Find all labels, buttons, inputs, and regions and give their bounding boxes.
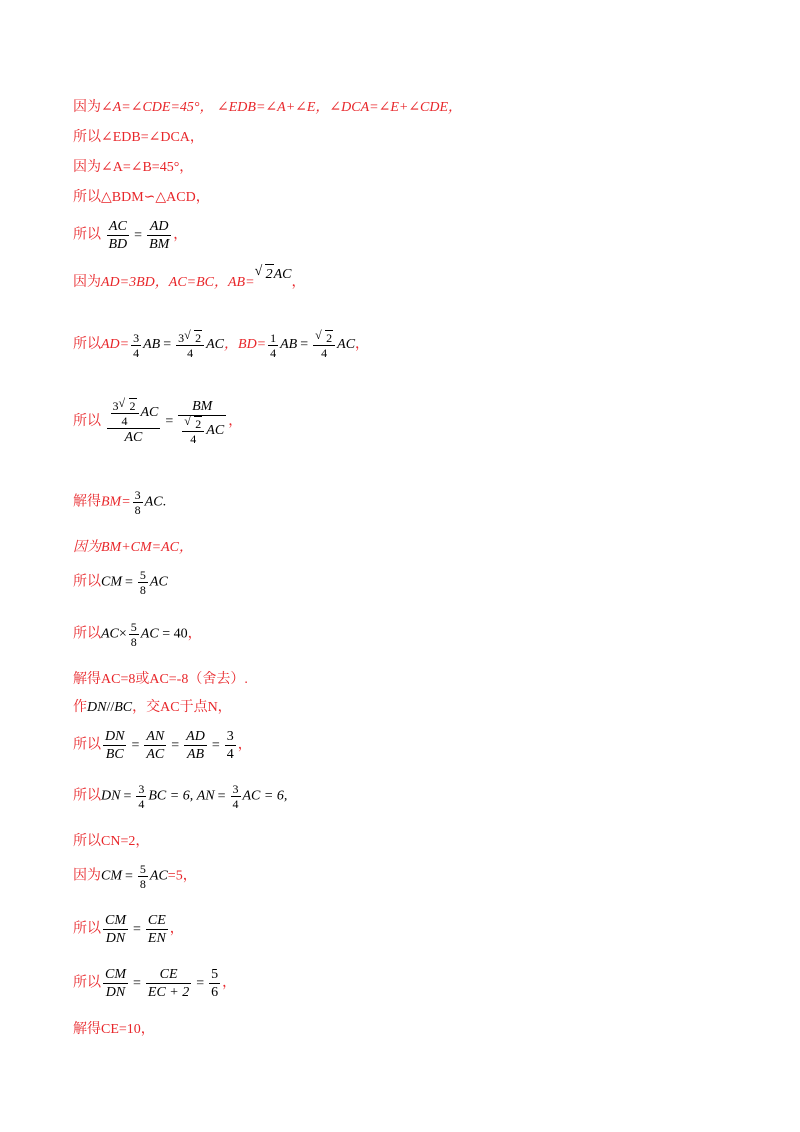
frac-den: BM	[149, 237, 170, 252]
sqrt-symbol	[119, 398, 137, 413]
ad-label: AD=	[101, 337, 130, 353]
line-12	[73, 620, 202, 649]
frac-num: CE	[147, 913, 166, 928]
line-12-prefix: 所以	[73, 626, 101, 642]
radicand: 2	[129, 399, 136, 413]
an-term: AN	[196, 788, 215, 804]
line-19-prefix: 所以	[73, 921, 101, 937]
frac-den: 8	[130, 635, 137, 649]
frac-den: BD	[108, 237, 128, 252]
equals-sign: =	[171, 737, 180, 753]
frac-num: 3	[232, 782, 239, 796]
frac-num: AD	[147, 218, 171, 236]
line-19	[73, 912, 184, 947]
frac-den: EC + 2	[147, 985, 190, 1000]
fraction-ac-bd	[107, 218, 130, 253]
fraction-1-4	[268, 331, 278, 360]
fraction-3-4	[231, 782, 241, 811]
frac-num: 5	[211, 967, 219, 982]
equals-sign: =	[133, 921, 141, 937]
equals-sign: =	[196, 975, 205, 991]
sqrt-symbol	[255, 264, 274, 285]
frac-den: 8	[139, 877, 146, 891]
line-2	[73, 128, 204, 148]
frac-num: 3	[138, 782, 145, 796]
line-6-prefix: 因为	[73, 275, 101, 290]
line-18	[73, 862, 197, 891]
fraction-cm-dn	[103, 912, 128, 947]
frac-num: 5	[130, 620, 137, 634]
frac-num: DN	[105, 729, 125, 744]
line-14-prefix: 作	[73, 700, 87, 715]
coef: 3	[178, 331, 185, 345]
ac-term: AC	[149, 574, 168, 590]
frac-den: EN	[147, 931, 166, 946]
line-8	[73, 398, 242, 446]
frac-num: CM	[105, 913, 126, 928]
line-14-suffix: ，交AC于点N，	[132, 700, 232, 715]
line-20	[73, 966, 236, 1001]
sqrt2-ac	[254, 264, 292, 282]
frac-num	[111, 398, 139, 414]
frac-num: 5	[139, 862, 146, 876]
ac-term: AC	[140, 405, 159, 421]
line-7-prefix: 所以	[73, 337, 101, 353]
line-16	[73, 782, 287, 811]
sqrt-symbol	[184, 330, 202, 345]
bm-label: BM=	[101, 494, 131, 510]
equals-sign: =	[134, 227, 143, 243]
fraction-dn-bc	[103, 728, 126, 763]
radical-sign: √	[184, 414, 191, 428]
line-20-prefix: 所以	[73, 975, 101, 991]
line-17	[73, 832, 149, 852]
line-3-text: 因为∠A=∠B=45°，	[73, 160, 194, 175]
line-5	[73, 218, 187, 253]
frac-den: 4	[190, 432, 197, 446]
line-5-suffix: ，	[173, 227, 188, 243]
bc-term: BC	[114, 700, 133, 715]
ac-term: AC	[144, 494, 163, 510]
line-15	[73, 728, 252, 763]
fraction-5-8	[138, 568, 148, 597]
frac-den: DN	[105, 985, 126, 1000]
line-4-text: 所以△BDM∽△ACD，	[73, 190, 210, 205]
line-6-suffix: ，	[291, 275, 306, 290]
fraction-5-6	[209, 966, 220, 1001]
line-15-prefix: 所以	[73, 737, 101, 753]
line-13-text: 解得AC=8或AC=-8（舍去）.	[73, 672, 248, 687]
line-14	[73, 698, 232, 718]
ac-term: AC	[140, 626, 159, 642]
fraction-compound-right	[178, 398, 226, 446]
equals-sign: =	[131, 737, 140, 753]
line-15-suffix: ，	[237, 737, 252, 753]
line-1	[73, 98, 462, 118]
frac-num	[176, 330, 204, 346]
frac-den: 4	[232, 797, 239, 811]
bd-label: ，BD=	[224, 337, 267, 353]
line-11	[73, 568, 168, 597]
equals-sign: =	[300, 337, 309, 353]
line-1-part-3: ∠DCA=∠E+∠CDE，	[329, 100, 463, 115]
sqrt-symbol	[315, 330, 333, 345]
line-9-suffix: .	[162, 494, 167, 510]
frac-num: 3	[133, 330, 140, 345]
radical-sign: √	[184, 328, 191, 342]
parallel-sign: //	[106, 700, 115, 715]
line-7-suffix: ，	[355, 337, 370, 353]
frac-den: 4	[133, 345, 140, 360]
frac-den: AC	[146, 747, 165, 762]
equals-40: = 40	[162, 626, 188, 642]
line-21-text: 解得CE=10，	[73, 1022, 155, 1037]
line-6	[73, 264, 306, 293]
frac-den: AB	[186, 747, 205, 762]
equals-sign: =	[125, 868, 133, 884]
frac-num: BM	[178, 398, 226, 416]
line-12-suffix: ，	[187, 626, 202, 642]
equals-sign: =	[163, 337, 172, 353]
radicand: 2	[195, 417, 202, 431]
fraction-5-8	[138, 862, 148, 891]
frac-den: BC	[105, 747, 124, 762]
fraction-ad-bm	[147, 218, 171, 253]
times-sign: ×	[118, 626, 127, 642]
fraction-3-4	[136, 782, 146, 811]
frac-num: CM	[105, 967, 126, 982]
ab-term: AB	[143, 337, 161, 353]
frac-num	[313, 330, 335, 346]
frac-den: 4	[121, 414, 128, 428]
line-4	[73, 188, 210, 208]
line-19-suffix: ，	[169, 921, 184, 937]
ac-equals-6: AC = 6,	[242, 788, 288, 804]
frac-den: 4	[321, 346, 328, 360]
line-10-text: 因为BM+CM=AC，	[73, 540, 193, 555]
frac-den: 4	[226, 747, 234, 762]
line-6-text: AD=3BD，AC=BC，AB=	[101, 275, 255, 290]
frac-num: AD	[186, 729, 205, 744]
fraction-3-4	[131, 331, 141, 360]
equals-sign: =	[133, 975, 141, 991]
frac-num	[182, 416, 204, 432]
line-8-prefix: 所以	[73, 414, 101, 430]
fraction-ce-ec2	[146, 966, 191, 1001]
line-3	[73, 158, 193, 178]
fraction-cm-dn	[103, 966, 128, 1001]
frac-den: DN	[105, 931, 126, 946]
line-1-part-2: ∠EDB=∠A+∠E，	[217, 100, 330, 115]
frac-num: AC	[107, 218, 130, 236]
frac-den: 6	[211, 985, 219, 1000]
radicand: 2	[265, 264, 274, 285]
fraction-5-8	[129, 620, 139, 649]
fraction-ad-ab	[184, 728, 207, 763]
dn-term: DN	[87, 700, 107, 715]
line-7	[73, 330, 369, 360]
ac-term: AC	[206, 423, 225, 439]
ac-term: AC	[273, 267, 292, 282]
equals-sign: =	[165, 414, 174, 430]
line-11-prefix: 所以	[73, 574, 101, 590]
cm-term: CM	[101, 868, 122, 884]
fraction-ce-en	[146, 912, 168, 947]
frac-den: 4	[270, 345, 277, 360]
line-13	[73, 670, 248, 690]
radical-sign: √	[118, 396, 126, 410]
frac-den: 4	[138, 797, 145, 811]
frac-num: CE	[146, 966, 191, 984]
radicand: 2	[195, 331, 202, 345]
radical-sign: √	[315, 328, 322, 342]
frac-num: 3	[134, 488, 141, 502]
frac-den	[178, 416, 226, 446]
frac-num	[107, 398, 161, 429]
ac-term: AC	[337, 337, 356, 353]
inner-fraction	[111, 398, 139, 428]
line-17-text: 所以CN=2，	[73, 834, 150, 849]
ac-term: AC	[149, 868, 168, 884]
line-18-prefix: 因为	[73, 868, 101, 884]
line-5-prefix: 所以	[73, 227, 101, 243]
frac-den: 8	[139, 583, 146, 597]
frac-den: 4	[187, 346, 194, 360]
fraction-3-8	[133, 488, 143, 517]
frac-num: 1	[270, 330, 277, 345]
line-16-prefix: 所以	[73, 788, 101, 804]
line-1-prefix: 因为	[73, 100, 101, 115]
ab-term: AB	[280, 337, 298, 353]
dn-term: DN	[101, 788, 121, 804]
ac-term: AC	[206, 337, 225, 353]
line-18-suffix: =5，	[167, 868, 197, 884]
fraction-an-ac	[144, 728, 166, 763]
equals-sign: =	[123, 788, 132, 804]
cm-term: CM	[101, 574, 122, 590]
line-1-part-1: ∠A=∠CDE=45°，	[101, 100, 214, 115]
frac-den: AC	[124, 430, 143, 445]
line-8-suffix: ，	[228, 414, 243, 430]
equals-sign: =	[217, 788, 226, 804]
fraction-sqrt2-4	[313, 330, 335, 360]
sqrt-symbol	[184, 416, 202, 431]
line-20-suffix: ，	[222, 975, 237, 991]
line-21	[73, 1020, 155, 1040]
frac-num: AN	[146, 729, 165, 744]
fraction-3sqrt2-4	[176, 330, 204, 360]
coef: 3	[112, 399, 119, 413]
line-9	[73, 488, 166, 517]
bc-equals-6: BC = 6,	[148, 788, 194, 804]
line-2-text: 所以∠EDB=∠DCA，	[73, 130, 204, 145]
ac-term: AC	[101, 626, 119, 642]
fraction-3-4	[225, 728, 236, 763]
fraction-compound-left	[107, 398, 161, 446]
equals-sign: =	[125, 574, 133, 590]
frac-num: 5	[139, 568, 146, 582]
frac-num: 3	[226, 729, 234, 744]
frac-den: 8	[134, 503, 141, 517]
equals-sign: =	[211, 737, 220, 753]
radical-sign: √	[254, 264, 263, 279]
line-9-prefix: 解得	[73, 494, 101, 510]
radicand: 2	[326, 331, 333, 345]
line-10	[73, 538, 193, 558]
inner-fraction	[182, 416, 204, 446]
